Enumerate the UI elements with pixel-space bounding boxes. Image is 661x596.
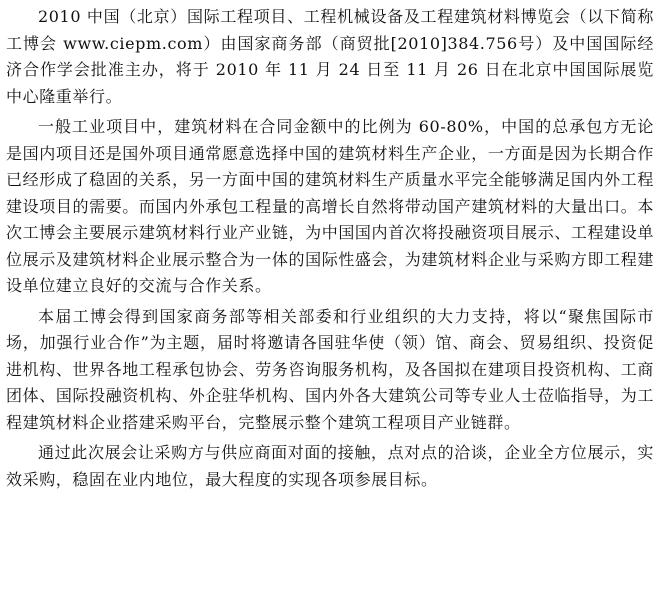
paragraph-intro: 2010 中国（北京）国际工程项目、工程机械设备及工程建筑材料博览会（以下简称工博会 www.ciepm.com）由国家商务部（商贸批[2010]384.756号）及中国国际经济合作学会批准主办，将于 2010 年 11 月 24 日至 11 月 26 日在北京中国国际展览中心隆重举行。 bbox=[6, 7, 654, 106]
paragraph-conclusion: 通过此次展会让采购方与供应商面对面的接触，点对点的洽谈，企业全方位展示，实效采购，稳固在业内地位，最大程度的实现各项参展目标。 bbox=[6, 443, 654, 489]
document-body bbox=[6, 4, 654, 493]
paragraph-support-theme: 本届工博会得到国家商务部等相关部委和行业组织的大力支持，将以“聚焦国际市场，加强行业合作”为主题，届时将邀请各国驻华使（领）馆、商会、贸易组织、投资促进机构、世界各地工程承包协会、劳务咨询服务机构，及各国拟在建项目投资机构、工商团体、国际投融资机构、外企驻华机构、国内外各大建筑公司等专业人士莅临指导，为工程建筑材料企业搭建采购平台，完整展示整个建筑工程项目产业链群。 bbox=[6, 306, 654, 432]
paragraph-building-materials: 一般工业项目中，建筑材料在合同金额中的比例为 60-80%，中国的总承包方无论是国内项目还是国外项目通常愿意选择中国的建筑材料生产企业，一方面是因为长期合作已经形成了稳固的关系，另一方面中国的建筑材料生产质量水平完全能够满足国内外工程建设项目的需要。而国内外承包工程量的高增长自然将带动国产建筑材料的大量出口。本次工博会主要展示建筑材料行业产业链，为中国国内首次将投融资项目展示、工程建设单位展示及建筑材料企业展示整合为一体的国际性盛会，为建筑材料企业与采购方即工程建设单位建立良好的交流与合作关系。 bbox=[6, 117, 654, 295]
